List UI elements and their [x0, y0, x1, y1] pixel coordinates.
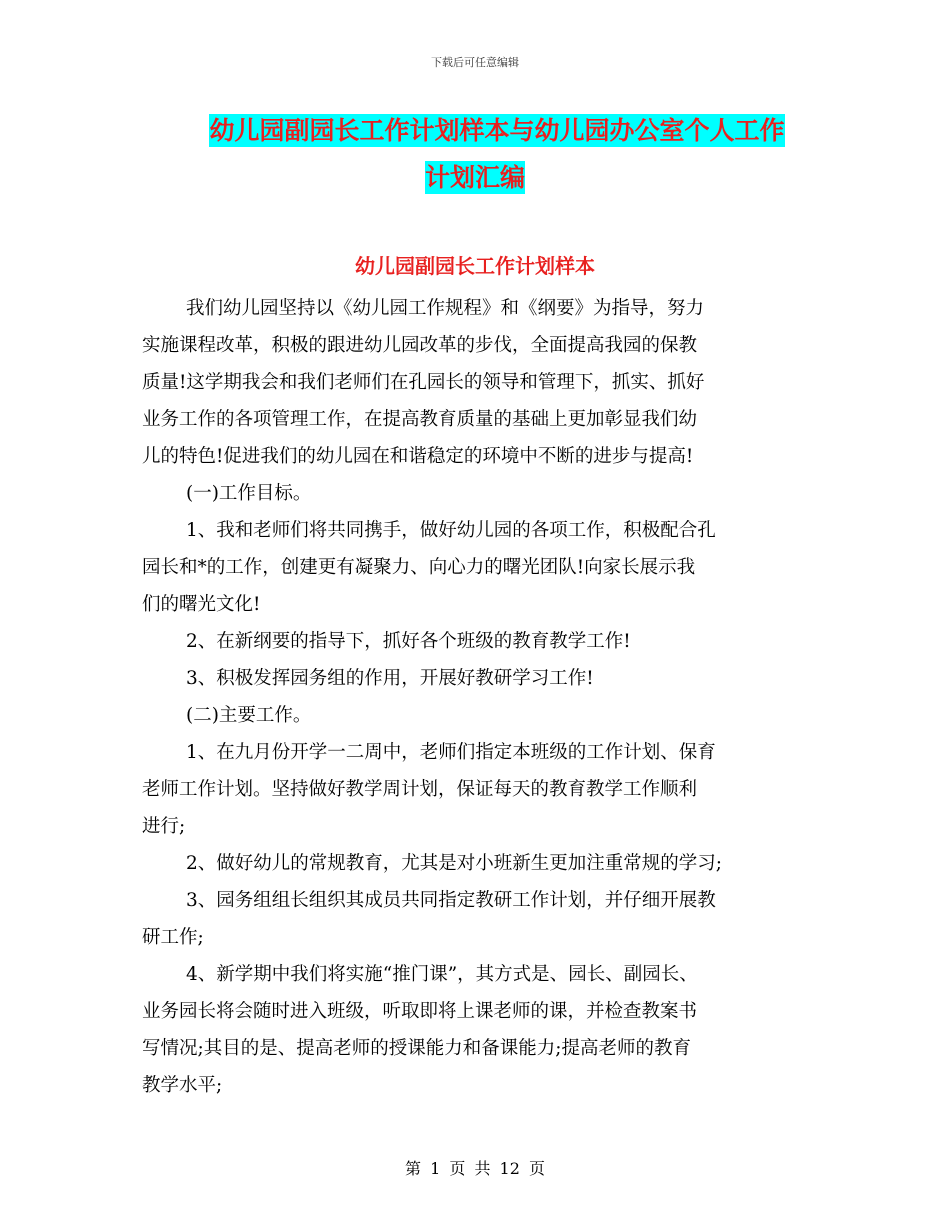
paragraph-line: 园长和*的工作，创建更有凝聚力、向心力的曙光团队!向家长展示我 [142, 557, 696, 578]
paragraph-line: 儿的特色!促进我们的幼儿园在和谐稳定的环境中不断的进步与提高! [142, 446, 694, 467]
section-title: 幼儿园副园长工作计划样本 [355, 254, 595, 278]
paragraph-line: 研工作; [142, 927, 204, 948]
paragraph-line: (二)主要工作。 [186, 705, 312, 726]
document-title-line-2 [0, 158, 950, 194]
body-text [142, 290, 822, 1104]
paragraph-line: 质量!这学期我会和我们老师们在孔园长的领导和管理下，抓实、抓好 [142, 372, 705, 393]
page-footer: 第 1 页 共 12 页 [405, 1159, 545, 1178]
paragraph-line: 业务工作的各项管理工作，在提高教育质量的基础上更加彰显我们幼 [142, 409, 698, 430]
paragraph-line: 业务园长将会随时进入班级，听取即将上课老师的课，并检查教案书 [142, 1001, 698, 1022]
document-title-text-1: 幼儿园副园长工作计划样本与幼儿园办公室个人工作 [209, 116, 785, 145]
paragraph-line: 老师工作计划。坚持做好教学周计划，保证每天的教育教学工作顺利 [142, 779, 698, 800]
paragraph-line: 写情况;其目的是、提高老师的授课能力和备课能力;提高老师的教育 [142, 1038, 691, 1059]
paragraph-line: 我们幼儿园坚持以《幼儿园工作规程》和《纲要》为指导，努力 [186, 298, 705, 319]
paragraph-line: 4、新学期中我们将实施“推门课”，其方式是、园长、副园长、 [186, 964, 698, 985]
paragraph-line: 实施课程改革，积极的跟进幼儿园改革的步伐，全面提高我园的保教 [142, 335, 698, 356]
document-title-text-2: 计划汇编 [424, 163, 525, 192]
document-title-line-1 [22, 111, 950, 147]
paragraph-line: 2、做好幼儿的常规教育，尤其是对小班新生更加注重常规的学习; [186, 853, 723, 874]
paragraph-line: 教学水平; [142, 1075, 223, 1096]
paragraph-line: 1、在九月份开学一二周中，老师们指定本班级的工作计划、保育 [186, 742, 716, 763]
header-note: 下载后可任意编辑 [431, 56, 519, 69]
paragraph-line: 3、园务组组长组织其成员共同指定教研工作计划，并仔细开展教 [186, 890, 716, 911]
paragraph-line: 3、积极发挥园务组的作用，开展好教研学习工作! [186, 668, 594, 689]
paragraph-line: 们的曙光文化! [142, 594, 261, 615]
paragraph-line: 进行; [142, 816, 186, 837]
paragraph-line: 1、我和老师们将共同携手，做好幼儿园的各项工作，积极配合孔 [186, 520, 716, 541]
paragraph-line: (一)工作目标。 [186, 483, 312, 504]
paragraph-line: 2、在新纲要的指导下，抓好各个班级的教育教学工作! [186, 631, 631, 652]
